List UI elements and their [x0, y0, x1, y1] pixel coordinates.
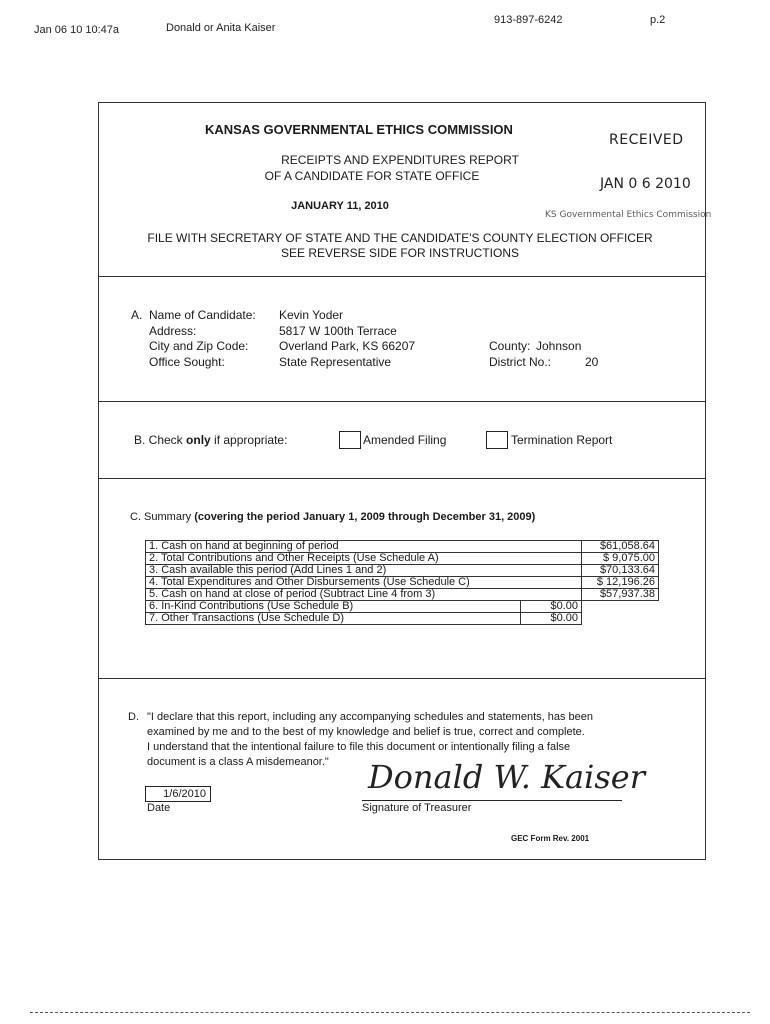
summary-line-label: 1. Cash on hand at beginning of period	[146, 541, 582, 553]
candidate-name-value: Kevin Yoder	[279, 308, 344, 322]
signature-label: Signature of Treasurer	[362, 802, 472, 814]
summary-line-amount: $ 12,196.26	[582, 577, 659, 589]
summary-line-amount: $0.00	[521, 601, 582, 613]
section-b-text-pre: B. Check	[134, 433, 187, 447]
empty-cell	[582, 601, 659, 613]
page-bottom-dashes	[30, 1012, 750, 1013]
county-label: County:	[489, 339, 531, 353]
summary-line-amount: $70,133.64	[582, 565, 659, 577]
city-zip-label: City and Zip Code:	[149, 339, 249, 353]
received-stamp: RECEIVED	[609, 132, 684, 148]
summary-line-label: 2. Total Contributions and Other Receipts (Use Schedule A)	[146, 553, 582, 565]
divider-a	[98, 276, 706, 277]
section-a-letter: A.	[131, 308, 143, 322]
date-label: Date	[147, 802, 171, 814]
summary-line-label: 3. Cash available this period (Add Lines 1 and 2)	[146, 565, 582, 577]
summary-line-label: 7. Other Transactions (Use Schedule D)	[146, 613, 521, 625]
fax-phone: 913-897-6242	[494, 14, 563, 26]
declaration-line4: document is a class A misdemeanor."	[147, 756, 329, 768]
received-stamp-agency: KS Governmental Ethics Commission	[545, 210, 712, 220]
table-row	[146, 589, 659, 601]
termination-report-label: Termination Report	[511, 433, 613, 447]
received-stamp-date: JAN 0 6 2010	[600, 176, 691, 192]
signed-date-value: 1/6/2010	[145, 786, 211, 802]
divider-d	[98, 678, 706, 679]
summary-table	[145, 540, 659, 625]
candidate-name-label: Name of Candidate:	[149, 308, 256, 322]
fax-sender: Donald or Anita Kaiser	[166, 22, 276, 34]
amended-filing-label: Amended Filing	[363, 433, 447, 447]
office-sought-label: Office Sought:	[149, 355, 225, 369]
table-row	[146, 601, 659, 613]
district-value: 20	[585, 355, 599, 369]
report-date: JANUARY 11, 2010	[291, 200, 389, 212]
table-row	[146, 613, 659, 625]
city-zip-value: Overland Park, KS 66207	[279, 339, 416, 353]
office-sought-value: State Representative	[279, 355, 392, 369]
commission-title: KANSAS GOVERNMENTAL ETHICS COMMISSION	[205, 122, 513, 137]
table-row	[146, 541, 659, 553]
table-row	[146, 577, 659, 589]
fax-timestamp: Jan 06 10 10:47a	[34, 24, 120, 36]
empty-cell	[582, 613, 659, 625]
form-revision: GEC Form Rev. 2001	[511, 834, 590, 843]
address-label: Address:	[149, 324, 197, 338]
summary-line-amount: $61,058.64	[582, 541, 659, 553]
termination-report-checkbox[interactable]	[486, 431, 508, 449]
section-d-letter: D.	[128, 711, 139, 723]
declaration-line2: examined by me and to the best of my knowledge and belief is true, correct and complete.	[147, 726, 585, 738]
file-with-instructions: FILE WITH SECRETARY OF STATE AND THE CANDIDATE'S COUNTY ELECTION OFFICER	[147, 231, 653, 245]
address-value: 5817 W 100th Terrace	[279, 324, 397, 338]
summary-period: (covering the period January 1, 2009 through December 31, 2009)	[194, 511, 536, 523]
summary-line-amount: $57,937.38	[582, 589, 659, 601]
summary-line-amount: $ 9,075.00	[582, 553, 659, 565]
fax-page: p.2	[650, 14, 666, 26]
summary-title-pre: C. Summary	[130, 511, 195, 523]
section-b-text-post: if appropriate:	[210, 433, 288, 447]
divider-c	[98, 478, 706, 479]
divider-b	[98, 401, 706, 402]
summary-line-amount: $0.00	[521, 613, 582, 625]
declaration-line3: I understand that the intentional failure to file this document or intentionally filing a false	[147, 741, 571, 753]
signature-line	[362, 800, 622, 801]
table-row	[146, 565, 659, 577]
summary-line-label: 4. Total Expenditures and Other Disbursements (Use Schedule C)	[146, 577, 582, 589]
report-title-line1: RECEIPTS AND EXPENDITURES REPORT	[281, 153, 519, 167]
summary-line-label: 5. Cash on hand at close of period (Subtract Line 4 from 3)	[146, 589, 582, 601]
see-reverse-side: SEE REVERSE SIDE FOR INSTRUCTIONS	[280, 246, 520, 260]
section-b-text-bold: only	[186, 433, 211, 447]
section-b-instruction	[134, 433, 287, 447]
summary-title	[130, 511, 535, 523]
county-value: Johnson	[536, 339, 582, 353]
amended-filing-checkbox[interactable]	[339, 431, 361, 449]
declaration-line1: "I declare that this report, including any accompanying schedules and statements, has been	[147, 711, 594, 723]
district-label: District No.:	[489, 355, 552, 369]
report-title-line2: OF A CANDIDATE FOR STATE OFFICE	[264, 169, 480, 183]
table-row	[146, 553, 659, 565]
treasurer-signature: Donald W. Kaiser	[368, 758, 646, 796]
summary-line-label: 6. In-Kind Contributions (Use Schedule B)	[146, 601, 521, 613]
